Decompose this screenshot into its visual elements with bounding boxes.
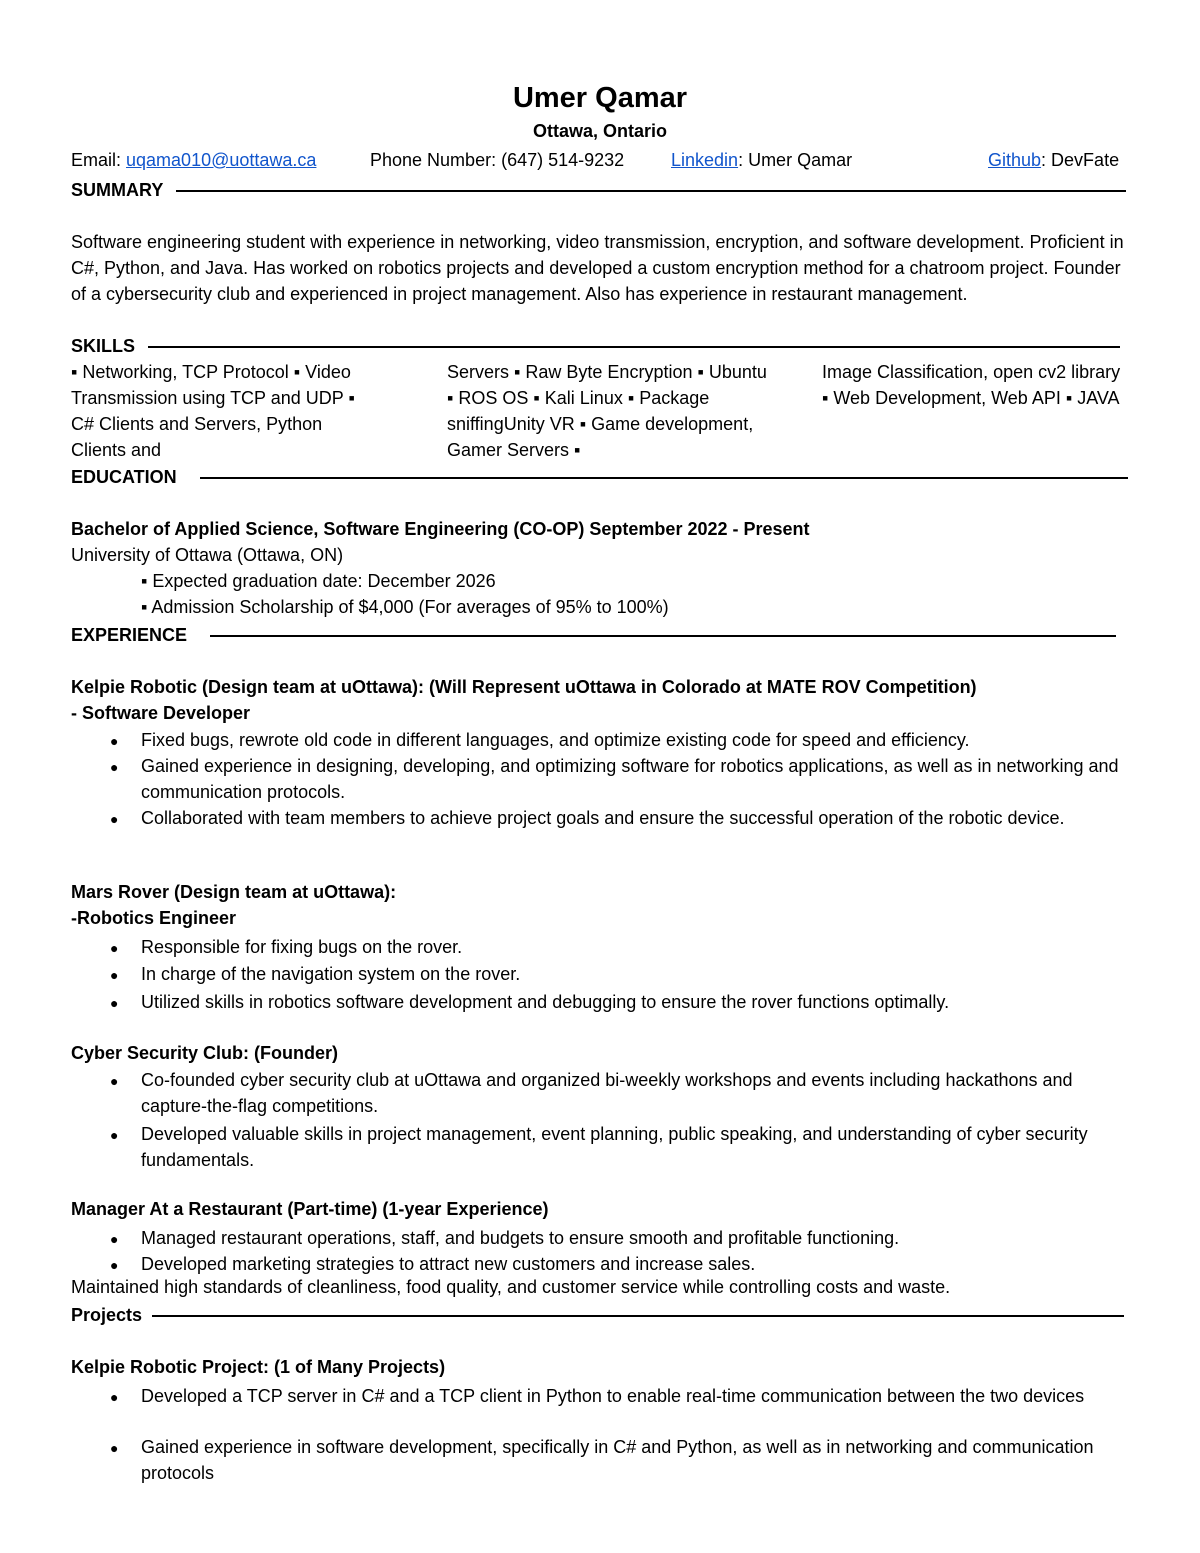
bullet-icon: ● bbox=[110, 759, 119, 775]
job-heading: Manager At a Restaurant (Part-time) (1-year Experience) bbox=[71, 1199, 549, 1219]
bullet-icon: ● bbox=[110, 1231, 119, 1247]
job-role: - Software Developer bbox=[71, 703, 251, 723]
phone-number: Phone Number: (647) 514-9232 bbox=[370, 150, 625, 170]
job-bullet: Collaborated with team members to achieve project goals and ensure the successful operation of the robotic device. bbox=[141, 808, 1065, 828]
school-line: University of Ottawa (Ottawa, ON) bbox=[71, 545, 344, 565]
github-line bbox=[988, 150, 1119, 171]
bullet-icon: ● bbox=[110, 1127, 119, 1143]
email-line bbox=[71, 150, 316, 171]
skills-column-3: Image Classification, open cv2 library ▪ Web Development, Web API ▪ JAVA bbox=[822, 362, 1121, 408]
bullet-icon: ● bbox=[110, 940, 119, 956]
bullet-icon: ● bbox=[110, 733, 119, 749]
projects-rule bbox=[152, 1315, 1124, 1317]
job-bullet: Utilized skills in robotics software development and debugging to ensure the rover functions optimally. bbox=[141, 992, 950, 1012]
bullet-icon: ● bbox=[110, 1257, 119, 1273]
degree-line: Bachelor of Applied Science, Software Engineering (CO-OP) September 2022 - Present bbox=[71, 519, 810, 539]
job-bullet: Fixed bugs, rewrote old code in different languages, and optimize existing code for speed and efficiency. bbox=[141, 730, 970, 750]
job-bullet: Managed restaurant operations, staff, and budgets to ensure smooth and profitable functioning. bbox=[141, 1228, 900, 1248]
job-heading: Mars Rover (Design team at uOttawa): bbox=[71, 882, 397, 902]
experience-rule bbox=[210, 635, 1116, 637]
resume-location: Ottawa, Ontario bbox=[532, 121, 667, 141]
resume-name: Umer Qamar bbox=[512, 82, 688, 114]
job-trailing-text: Maintained high standards of cleanliness, food quality, and customer service while controlling costs and waste. bbox=[71, 1277, 951, 1297]
bullet-icon: ● bbox=[110, 1073, 119, 1089]
education-item: ▪ Expected graduation date: December 2026 bbox=[141, 571, 496, 591]
linkedin-line bbox=[671, 150, 852, 171]
job-bullet: Developed marketing strategies to attract new customers and increase sales. bbox=[141, 1254, 756, 1274]
job-bullet: Developed valuable skills in project management, event planning, public speaking, and understanding of cyber security fundamentals. bbox=[141, 1124, 1088, 1170]
linkedin-link[interactable]: Linkedin bbox=[671, 150, 739, 170]
job-bullet: Co-founded cyber security club at uOttawa and organized bi-weekly workshops and events including hackathons and capture-the-flag competitions. bbox=[141, 1070, 1073, 1116]
linkedin-value: : Umer Qamar bbox=[738, 150, 853, 170]
summary-rule bbox=[176, 190, 1126, 192]
skills-rule bbox=[148, 346, 1120, 348]
education-rule bbox=[200, 477, 1128, 479]
project-bullet: Developed a TCP server in C# and a TCP client in Python to enable real-time communication between the two devices bbox=[141, 1386, 1085, 1406]
education-item: ▪ Admission Scholarship of $4,000 (For averages of 95% to 100%) bbox=[141, 597, 669, 617]
education-heading: EDUCATION bbox=[71, 467, 177, 487]
email-label: Email: bbox=[71, 150, 127, 170]
job-role: -Robotics Engineer bbox=[71, 908, 237, 928]
bullet-icon: ● bbox=[110, 995, 119, 1011]
job-bullet: Responsible for fixing bugs on the rover. bbox=[141, 937, 463, 957]
summary-heading: SUMMARY bbox=[71, 180, 164, 200]
job-heading: Kelpie Robotic (Design team at uOttawa): (Will Represent uOttawa in Colorado at MATE ROV Competition) bbox=[71, 677, 977, 697]
experience-heading: EXPERIENCE bbox=[71, 625, 188, 645]
job-bullet: In charge of the navigation system on the rover. bbox=[141, 964, 521, 984]
project-bullet: Gained experience in software development, specifically in C# and Python, as well as in networking and communication protocols bbox=[141, 1437, 1094, 1483]
job-heading: Cyber Security Club: (Founder) bbox=[71, 1043, 339, 1063]
bullet-icon: ● bbox=[110, 967, 119, 983]
bullet-icon: ● bbox=[110, 811, 119, 827]
skills-column-1: ▪ Networking, TCP Protocol ▪ Video Transmission using TCP and UDP ▪ C# Clients and Servers, Python Clients and bbox=[71, 362, 355, 460]
job-bullet: Gained experience in designing, developing, and optimizing software for robotics applications, as well as in networking and communication protocols. bbox=[141, 756, 1119, 802]
projects-heading: Projects bbox=[71, 1305, 143, 1325]
summary-text: Software engineering student with experience in networking, video transmission, encryption, and software development. Proficient in C#, Python, and Java. Has worked on robotics projects and developed a custom encryption method for a chatroom project. Founder of a cybersecurity club and experienced in project management. Also has experience in restaurant management. bbox=[71, 232, 1124, 304]
project-heading: Kelpie Robotic Project: (1 of Many Projects) bbox=[71, 1357, 446, 1377]
bullet-icon: ● bbox=[110, 1440, 119, 1456]
email-link[interactable]: uqama010@uottawa.ca bbox=[126, 150, 317, 170]
github-value: : DevFate bbox=[1041, 150, 1120, 170]
github-link[interactable]: Github bbox=[988, 150, 1042, 170]
bullet-icon: ● bbox=[110, 1389, 119, 1405]
skills-column-2: Servers ▪ Raw Byte Encryption ▪ Ubuntu ▪ ROS OS ▪ Kali Linux ▪ Package sniffingUnity VR ▪ Game development, Gamer Servers ▪ bbox=[447, 362, 767, 460]
skills-heading: SKILLS bbox=[71, 336, 136, 356]
